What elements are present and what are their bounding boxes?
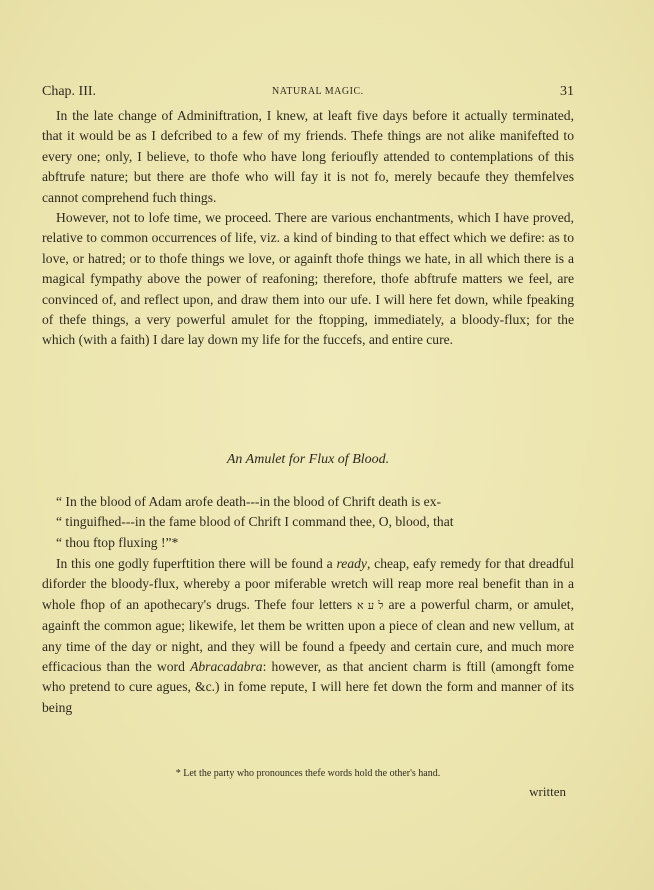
abracadabra-italic: Abracadabra [190, 659, 263, 675]
page-header [42, 84, 574, 104]
ready-italic: ready [336, 556, 367, 571]
amulet-quote [56, 492, 570, 553]
quote-line: “ tinguifhed---in the fame blood of Chrift I command thee, O, blood, that [56, 514, 454, 530]
footnote: * Let the party who pronounces thefe words hold the other's hand. [175, 768, 441, 779]
paragraph-3-text: : however, as that ancient charm is ftill (amongft fome who pretend to cure agues, &c.) in fome repute, I will here fet down the form and manner of its being [42, 659, 574, 715]
paragraph-3-text: In this one godly fuperftition there will be found a [56, 556, 337, 571]
paragraph-2: However, not to lofe time, we proceed. There are various enchantments, which I have proved, relative to common occurrences of life, viz. a kind of binding to that effect which we defire: as to love, or hatred; or to thofe things we love, or againft thofe things we hate, in all which there is a magical fympathy above the power of reafoning; therefore, thofe abftrufe matters we feel, are convinced of, and reflect upon, and draw them into our ufe. I will here fet down, while fpeaking of thefe things, a very powerful amulet for the ftopping, immediately, a bloody-flux; for the which (with a faith) I dare lay down my life for the fuccefs, and entire cure. [42, 210, 574, 348]
main-text [42, 106, 574, 351]
section-heading: An Amulet for Flux of Blood. [226, 452, 390, 467]
chapter-label: Chap. III. [42, 84, 97, 99]
paragraph-3-text: are a powerful charm, or amulet, againft the common ague; likewife, let them be written upon a piece of clean and new vellum, at any time of the day or night, and they will be found a fpeedy and certain cure, and much more efficacious than the word [42, 596, 574, 675]
catchword: written [529, 784, 566, 799]
paragraph-3-block [42, 554, 574, 718]
running-title: NATURAL MAGIC. [272, 86, 364, 97]
paragraph-1: In the late change of Adminiftration, I knew, at leaft five days before it actually terminated, that it would be as I defcribed to a few of my friends. Thefe things are not alike manifefted to every one; only, I believe, to thofe who have long ferioufly attended to contemplations of this abftrufe nature; but there are thofe who will fay it is not fo, merely becaufe they themfelves cannot comprehend fuch things. [42, 108, 574, 205]
paragraph-3 [42, 554, 574, 718]
quote-line: “ thou ftop fluxing !”* [56, 534, 179, 550]
page-number: 31 [560, 84, 574, 99]
hebrew-letters: ﬥ ﬠ ﬡ [357, 599, 384, 612]
quote-line: “ In the blood of Adam arofe death---in the blood of Chrift death is ex- [56, 494, 442, 509]
paragraph-3-text: , cheap, eafy remedy for that dreadful diforder the bloody-flux, whereby a poor miferable wretch will reap more real benefit than in a whole fhop of an apothecary's drugs. Thefe four letters [42, 556, 575, 612]
